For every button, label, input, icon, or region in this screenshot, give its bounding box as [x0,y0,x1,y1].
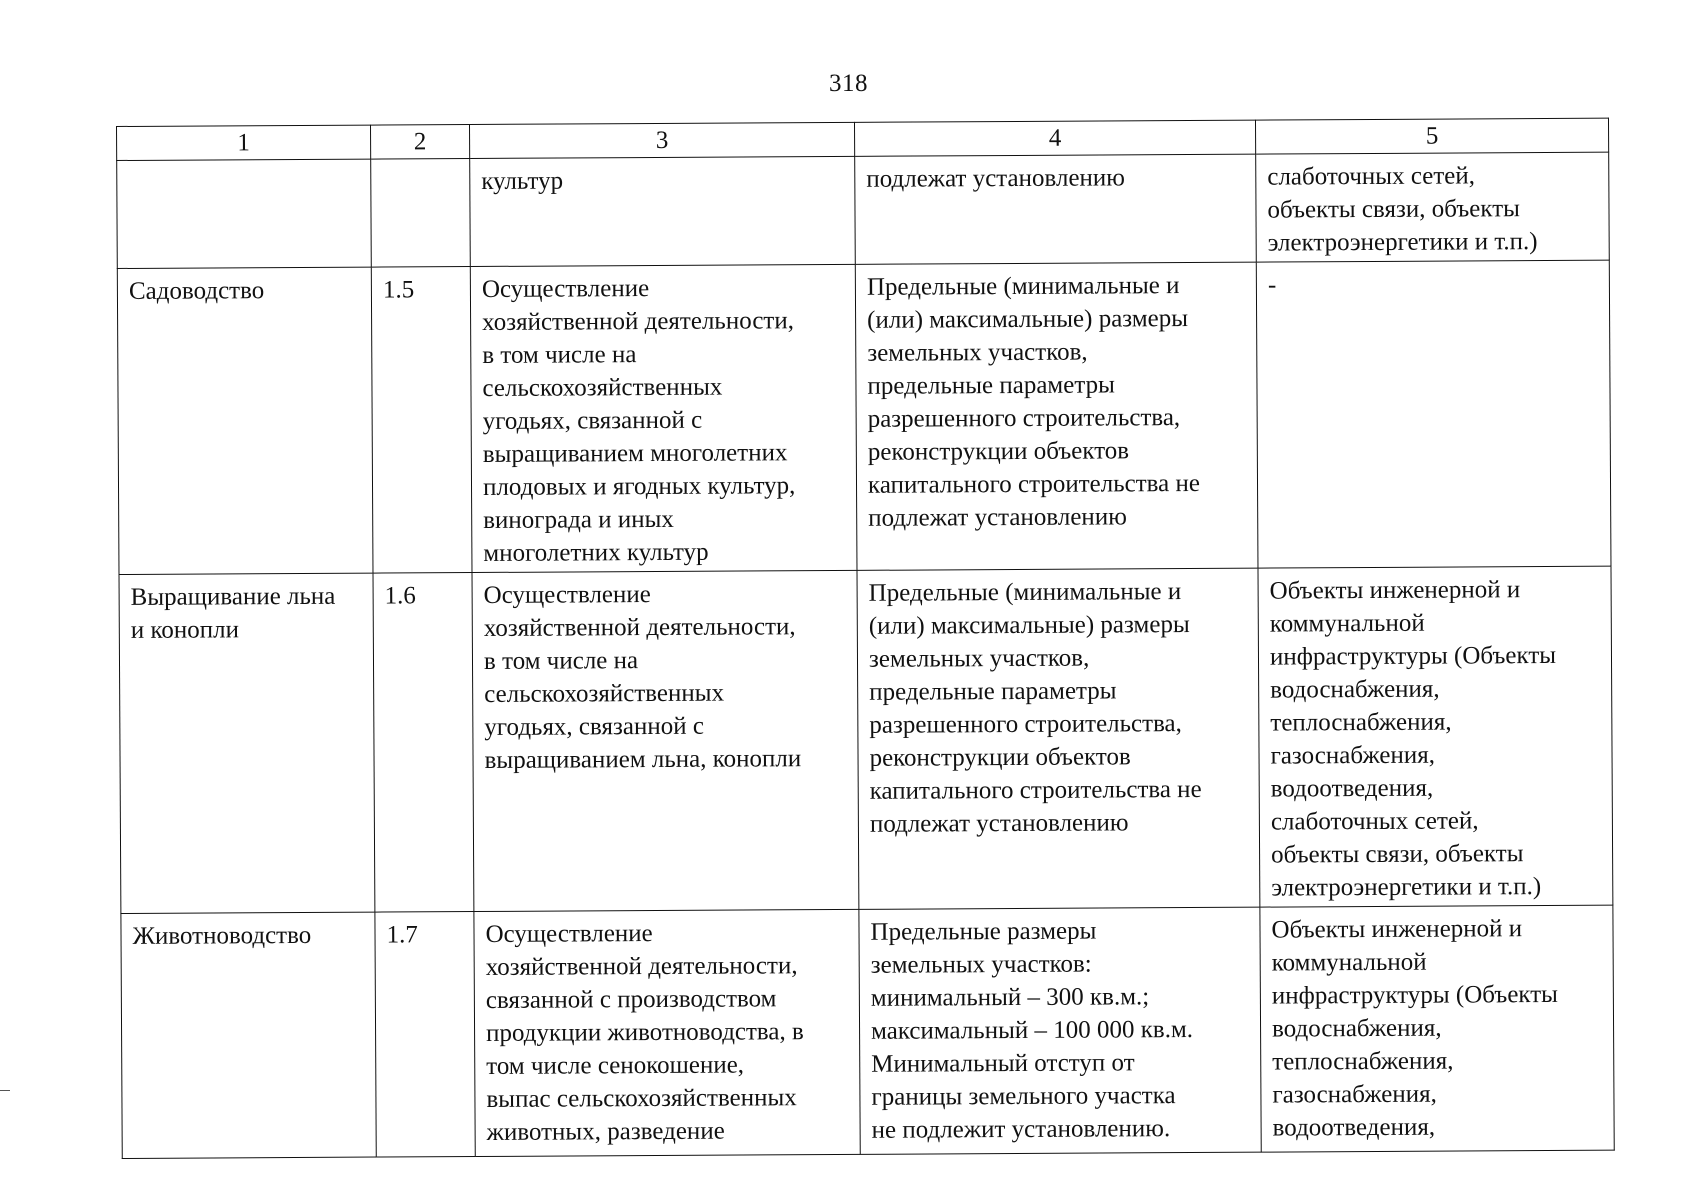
land-use-table [116,118,1615,1159]
scan-edge-mark [0,1090,10,1091]
parameters-text: подлежат установлению [866,164,1126,193]
cell-description [470,264,857,572]
cell-use-code [371,267,472,574]
cell-objects [1256,152,1610,262]
objects-text: - [1267,271,1277,299]
cell-parameters [859,907,1261,1154]
use-code-text: 1.6 [384,582,416,610]
column-header-1: 1 [117,125,371,160]
cell-use-name [117,159,372,268]
cell-parameters [855,262,1258,570]
column-header-2: 2 [370,125,469,160]
description-text: Осуществление хозяйственной деятельности, в том числе на сельскохозяйственных угодьях, связанной с выращиванием многолетних плодовых и ягодных культур, винограда и иных многолетних культур [481,275,796,567]
objects-text: слаботочных сетей, объекты связи, объекты электроэнергетики и т.п.) [1267,162,1538,257]
cell-description [470,156,856,266]
table-row [117,260,1611,574]
objects-text: Объекты инженерной и коммунальной инфраструктуры (Объекты водоснабжения, теплоснабжения, газоснабжения, водоотведения, слаботочных сетей, объекты связи, объекты электроэнергетики и т.п.) [1269,576,1557,902]
cell-use-name [121,912,376,1158]
use-name-text: Животноводство [132,921,312,950]
use-name-text [128,166,360,167]
use-code-text: 1.5 [382,276,415,304]
use-name-text: Садоводство [128,277,265,305]
use-name-text: Выращивание льна и конопли [130,582,336,644]
parameters-text: Предельные (минимальные и (или) максимальные) размеры земельных участков, предельные параметры разрешенного строительства, реконструкции объектов капитального строительства не подлежат установлению [866,272,1200,532]
cell-objects [1260,905,1614,1152]
use-code-text: 1.7 [386,921,418,949]
parameters-text: Предельные размеры земельных участков: минимальный – 300 кв.м.; максимальный – 100 000 кв.м. Минимальный отступ от границы земельного участка не подлежит установлению. [870,917,1194,1144]
cell-description [472,570,859,911]
parameters-text: Предельные (минимальные и (или) максимальные) размеры земельных участков, предельные параметры разрешенного строительства, реконструкции объектов капитального строительства не подлежат установлению [868,578,1202,838]
cell-objects [1256,260,1611,568]
cell-parameters [857,568,1260,909]
column-header-5: 5 [1255,118,1608,154]
cell-description [474,909,860,1156]
description-text: культур [481,167,564,195]
column-header-4: 4 [854,120,1255,156]
cell-use-code [375,912,475,1158]
objects-text: Объекты инженерной и коммунальной инфраструктуры (Объекты водоснабжения, теплоснабжения, газоснабжения, водоотведения, [1271,915,1559,1142]
page-number: 318 [829,70,868,97]
table-row [121,905,1614,1158]
column-header-3: 3 [469,122,854,158]
cell-use-name [119,573,375,913]
cell-parameters [855,154,1257,264]
description-text: Осуществление хозяйственной деятельности, в том числе на сельскохозяйственных угодьях, связанной с выращиванием льна, конопли [483,581,802,774]
cell-objects [1258,566,1613,907]
cell-use-code [373,573,474,913]
description-text: Осуществление хозяйственной деятельности, связанной с производством продукции животноводства, в том числе сенокошение, выпас сельскохозяйственных животных, разведение [485,920,804,1146]
cell-use-name [117,267,373,574]
cell-use-code [371,159,471,268]
table-row [119,566,1613,913]
table-row [117,152,1610,268]
